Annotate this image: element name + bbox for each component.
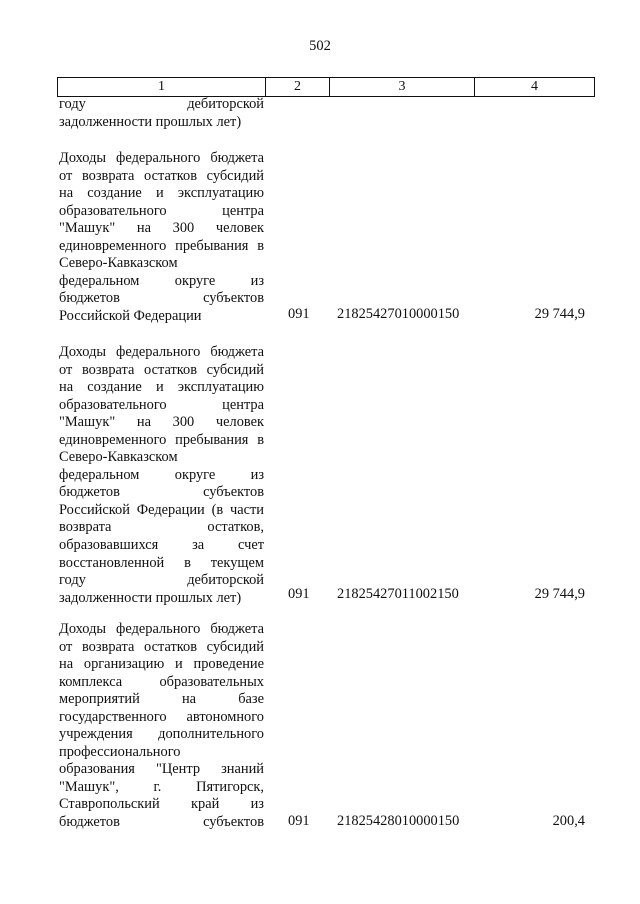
description-line: Северо-Кавказском — [59, 449, 178, 466]
description-line: образовательного центра — [59, 202, 264, 219]
description-line: бюджетов субъектов — [59, 814, 264, 831]
description-line: единовременного пребывания в — [59, 431, 264, 448]
description-line: Доходы федерального бюджета — [59, 621, 264, 637]
page-number: 502 — [309, 38, 331, 54]
description-line: Российской Федерации (в части — [59, 501, 264, 518]
column-header-2: 2 — [266, 78, 330, 97]
description-line: образовательного центра — [59, 396, 264, 413]
description-line: бюджетов субъектов — [59, 484, 264, 501]
description-line: образовавшихся за счет — [59, 537, 264, 554]
column-header-4: 4 — [475, 78, 595, 97]
description-line: задолженности прошлых лет) — [59, 589, 242, 606]
description-line: Ставропольский край из — [59, 796, 264, 813]
description-line: восстановленной в текущем — [59, 554, 264, 571]
budget-code: 21825427010000150 — [337, 306, 460, 322]
description-line: году дебиторской — [59, 96, 264, 112]
description-line: федеральном округе из — [59, 272, 264, 289]
description-line: бюджетов субъектов — [59, 290, 264, 307]
description-line: от возврата остатков субсидий — [59, 638, 264, 655]
description-line: единовременного пребывания в — [59, 237, 264, 254]
amount: 29 744,9 — [534, 586, 585, 602]
description-line: году дебиторской — [59, 572, 264, 589]
description-line: на организацию и проведение — [59, 656, 264, 673]
column-header-3: 3 — [330, 78, 475, 97]
description-line: возврата остатков, — [59, 519, 264, 536]
description-line: Доходы федерального бюджета — [59, 344, 264, 360]
admin-code: 091 — [288, 813, 310, 829]
description-line: федеральном округе из — [59, 466, 264, 483]
description-line: "Машук" на 300 человек — [59, 414, 264, 431]
row-description — [59, 96, 264, 131]
description-line: учреждения дополнительного — [59, 726, 264, 743]
description-line: на создание и эксплуатацию — [59, 185, 264, 202]
description-line: задолженности прошлых лет) — [59, 113, 242, 130]
budget-code: 21825428010000150 — [337, 813, 460, 829]
row-description — [59, 344, 264, 607]
description-line: "Машук", г. Пятигорск, — [59, 778, 264, 795]
description-line: образования "Центр знаний — [59, 761, 264, 778]
admin-code: 091 — [288, 586, 310, 602]
budget-code: 21825427011002150 — [337, 586, 459, 602]
description-line: Доходы федерального бюджета — [59, 150, 264, 166]
table-header-row — [58, 78, 595, 97]
column-header-1: 1 — [58, 78, 266, 97]
amount: 29 744,9 — [534, 306, 585, 322]
description-line: на создание и эксплуатацию — [59, 379, 264, 396]
description-line: от возврата остатков субсидий — [59, 361, 264, 378]
description-line: комплекса образовательных — [59, 673, 264, 690]
description-line: "Машук" на 300 человек — [59, 220, 264, 237]
description-line: Северо-Кавказском — [59, 255, 178, 272]
description-line: мероприятий на базе — [59, 691, 264, 708]
description-line: профессионального — [59, 743, 181, 760]
description-line: от возврата остатков субсидий — [59, 167, 264, 184]
row-description — [59, 621, 264, 832]
description-line: Российской Федерации — [59, 307, 202, 324]
description-line: государственного автономного — [59, 708, 264, 725]
amount: 200,4 — [552, 813, 585, 829]
row-description — [59, 150, 264, 325]
admin-code: 091 — [288, 306, 310, 322]
table-header — [57, 77, 595, 97]
